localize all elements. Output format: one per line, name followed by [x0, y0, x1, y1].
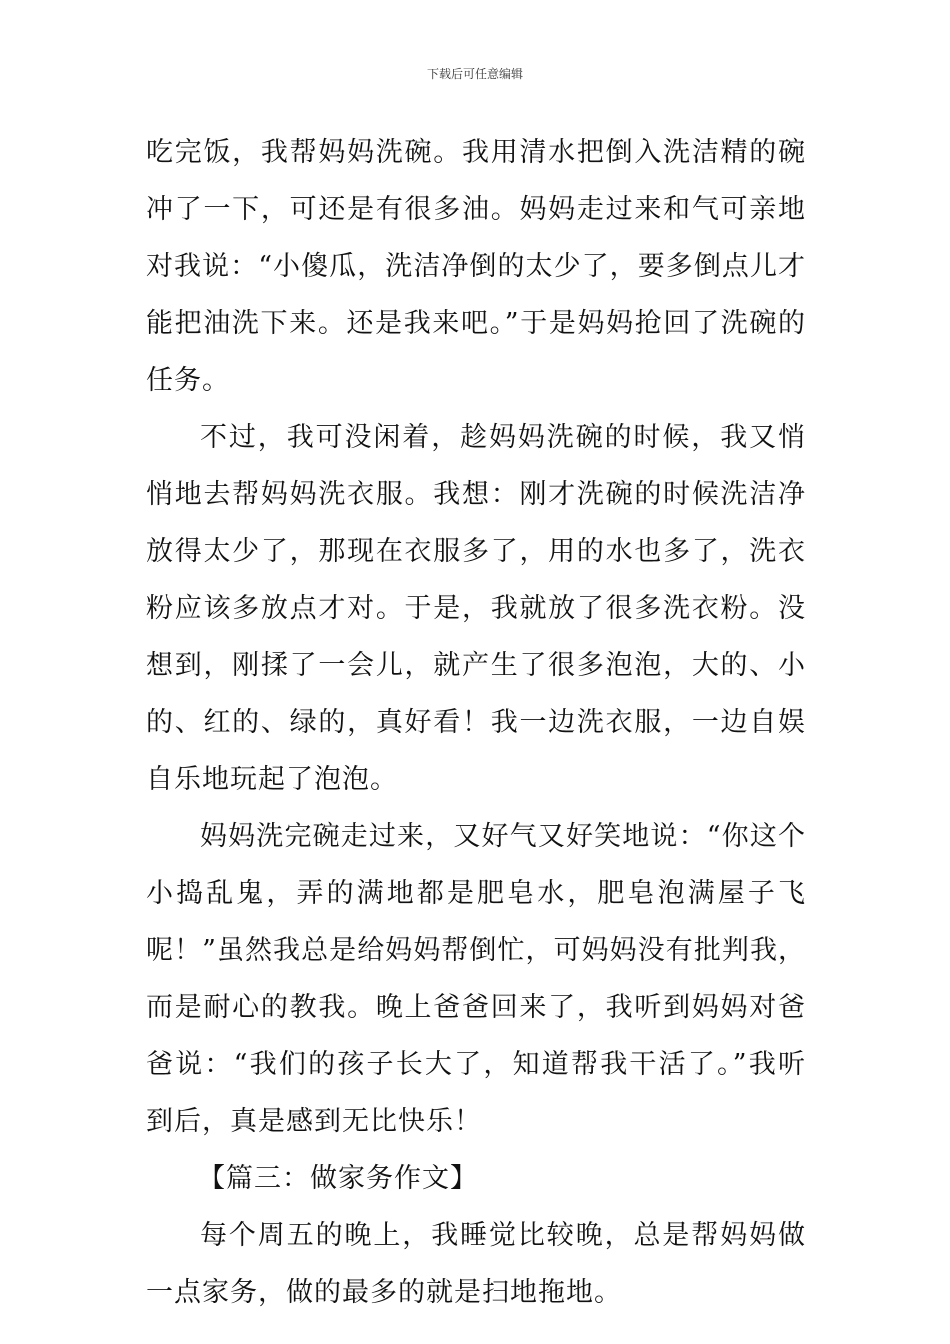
paragraph-1: 吃完饭，我帮妈妈洗碗。我用清水把倒入洗洁精的碗冲了一下，可还是有很多油。妈妈走过来和气可亲地对我说：“小傻瓜，洗洁净倒的太少了，要多倒点儿才能把油洗下来。还是我来吧。”于是妈妈抢回了洗碗的任务。: [146, 137, 806, 396]
paragraph-2: 不过，我可没闲着，趁妈妈洗碗的时候，我又悄悄地去帮妈妈洗衣服。我想：刚才洗碗的时候洗洁净放得太少了，那现在衣服多了，用的水也多了，洗衣粉应该多放点才对。于是，我就放了很多洗衣粉。没想到，刚揉了一会儿，就产生了很多泡泡，大的、小的、红的、绿的，真好看！我一边洗衣服，一边自娱自乐地玩起了泡泡。: [146, 422, 806, 795]
section-paragraph-1: 每个周五的晚上，我睡觉比较晚，总是帮妈妈做一点家务，做的最多的就是扫地拖地。: [146, 1220, 806, 1308]
document-body: [146, 124, 806, 1321]
paragraph-3: 妈妈洗完碗走过来，又好气又好笑地说：“你这个小捣乱鬼，弄的满地都是肥皂水，肥皂泡满屋子飞呢！”虽然我总是给妈妈帮倒忙，可妈妈没有批判我，而是耐心的教我。晚上爸爸回来了，我听到妈妈对爸爸说：“我们的孩子长大了，知道帮我干活了。”我听到后，真是感到无比快乐！: [146, 821, 806, 1137]
page-header-note: 下载后可任意编辑: [426, 67, 523, 81]
section-heading: 【篇三：做家务作文】: [198, 1163, 478, 1194]
